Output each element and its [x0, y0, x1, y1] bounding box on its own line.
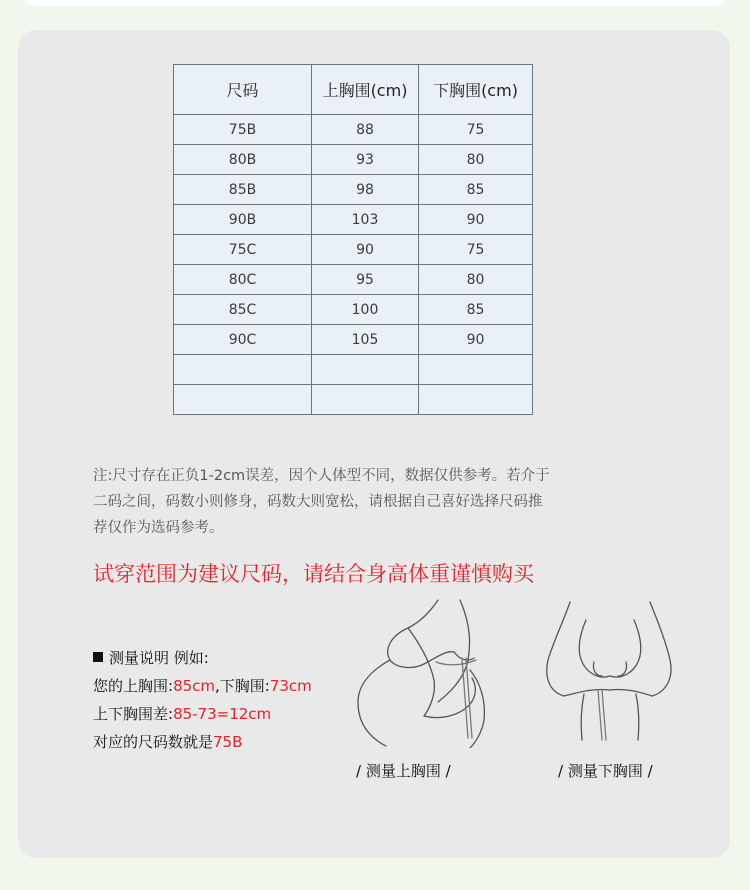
table-header-upper-bust: 上胸围(cm) [312, 65, 419, 115]
table-row [174, 325, 533, 355]
result-size: 75B [213, 733, 243, 751]
note-line: 注:尺寸存在正负1-2cm误差，因个人体型不同，数据仅供参考。若介于 [93, 468, 550, 484]
table-cell: 90 [312, 235, 419, 265]
note-line: 二码之间，码数小则修身，码数大则宽松，请根据自己喜好选择尺码推 [93, 494, 543, 510]
table-header-under-bust: 下胸围(cm) [419, 65, 533, 115]
table-cell [312, 385, 419, 415]
measure-difference-line [93, 700, 312, 728]
table-cell: 103 [312, 205, 419, 235]
table-cell: 90C [174, 325, 312, 355]
square-bullet-icon [93, 652, 103, 662]
size-note [93, 463, 633, 541]
table-cell: 98 [312, 175, 419, 205]
table-row [174, 235, 533, 265]
under-bust-label: ,下胸围: [215, 677, 270, 695]
measure-example-line [93, 672, 312, 700]
table-cell [419, 385, 533, 415]
measurement-instructions [93, 644, 312, 756]
under-bust-value: 73cm [269, 677, 312, 695]
table-cell: 88 [312, 115, 419, 145]
result-label: 对应的尺码数就是 [93, 733, 214, 751]
table-cell: 85C [174, 295, 312, 325]
table-cell [174, 355, 312, 385]
table-cell: 90 [419, 205, 533, 235]
table-row [174, 145, 533, 175]
table-cell: 85 [419, 175, 533, 205]
table-cell: 80 [419, 145, 533, 175]
table-cell: 75C [174, 235, 312, 265]
upper-bust-illustration [350, 598, 520, 748]
fit-warning-title: 试穿范围为建议尺码，请结合身高体重谨慎购买 [93, 562, 534, 586]
under-bust-caption: / 测量下胸围 / [558, 762, 653, 780]
table-cell: 90 [419, 325, 533, 355]
table-cell: 75B [174, 115, 312, 145]
measure-result-line [93, 728, 312, 756]
table-cell: 100 [312, 295, 419, 325]
table-cell: 85B [174, 175, 312, 205]
difference-label: 上下胸围差: [93, 705, 174, 723]
measure-heading: 测量说明 例如: [109, 649, 209, 667]
table-cell: 95 [312, 265, 419, 295]
note-line: 荐仅作为选码参考。 [93, 520, 224, 536]
top-card [22, 0, 728, 6]
table-cell: 80C [174, 265, 312, 295]
table-row [174, 265, 533, 295]
table-cell: 75 [419, 235, 533, 265]
table-cell: 90B [174, 205, 312, 235]
table-cell [312, 355, 419, 385]
table-row-empty [174, 355, 533, 385]
table-row [174, 175, 533, 205]
table-row [174, 205, 533, 235]
table-cell: 80 [419, 265, 533, 295]
table-cell: 85 [419, 295, 533, 325]
difference-value: 85-73=12cm [173, 705, 272, 723]
table-row [174, 115, 533, 145]
table-cell: 80B [174, 145, 312, 175]
upper-bust-label: 您的上胸围: [93, 677, 174, 695]
table-row-empty [174, 385, 533, 415]
table-cell: 93 [312, 145, 419, 175]
table-cell [419, 355, 533, 385]
upper-bust-caption: / 测量上胸围 / [356, 762, 451, 780]
table-header-size: 尺码 [174, 65, 312, 115]
upper-bust-value: 85cm [173, 677, 216, 695]
under-bust-illustration [540, 600, 680, 750]
measure-heading-line [93, 644, 312, 672]
table-cell: 75 [419, 115, 533, 145]
table-header-row [174, 65, 533, 115]
table-cell: 105 [312, 325, 419, 355]
size-table [173, 64, 533, 415]
table-cell [174, 385, 312, 415]
table-row [174, 295, 533, 325]
